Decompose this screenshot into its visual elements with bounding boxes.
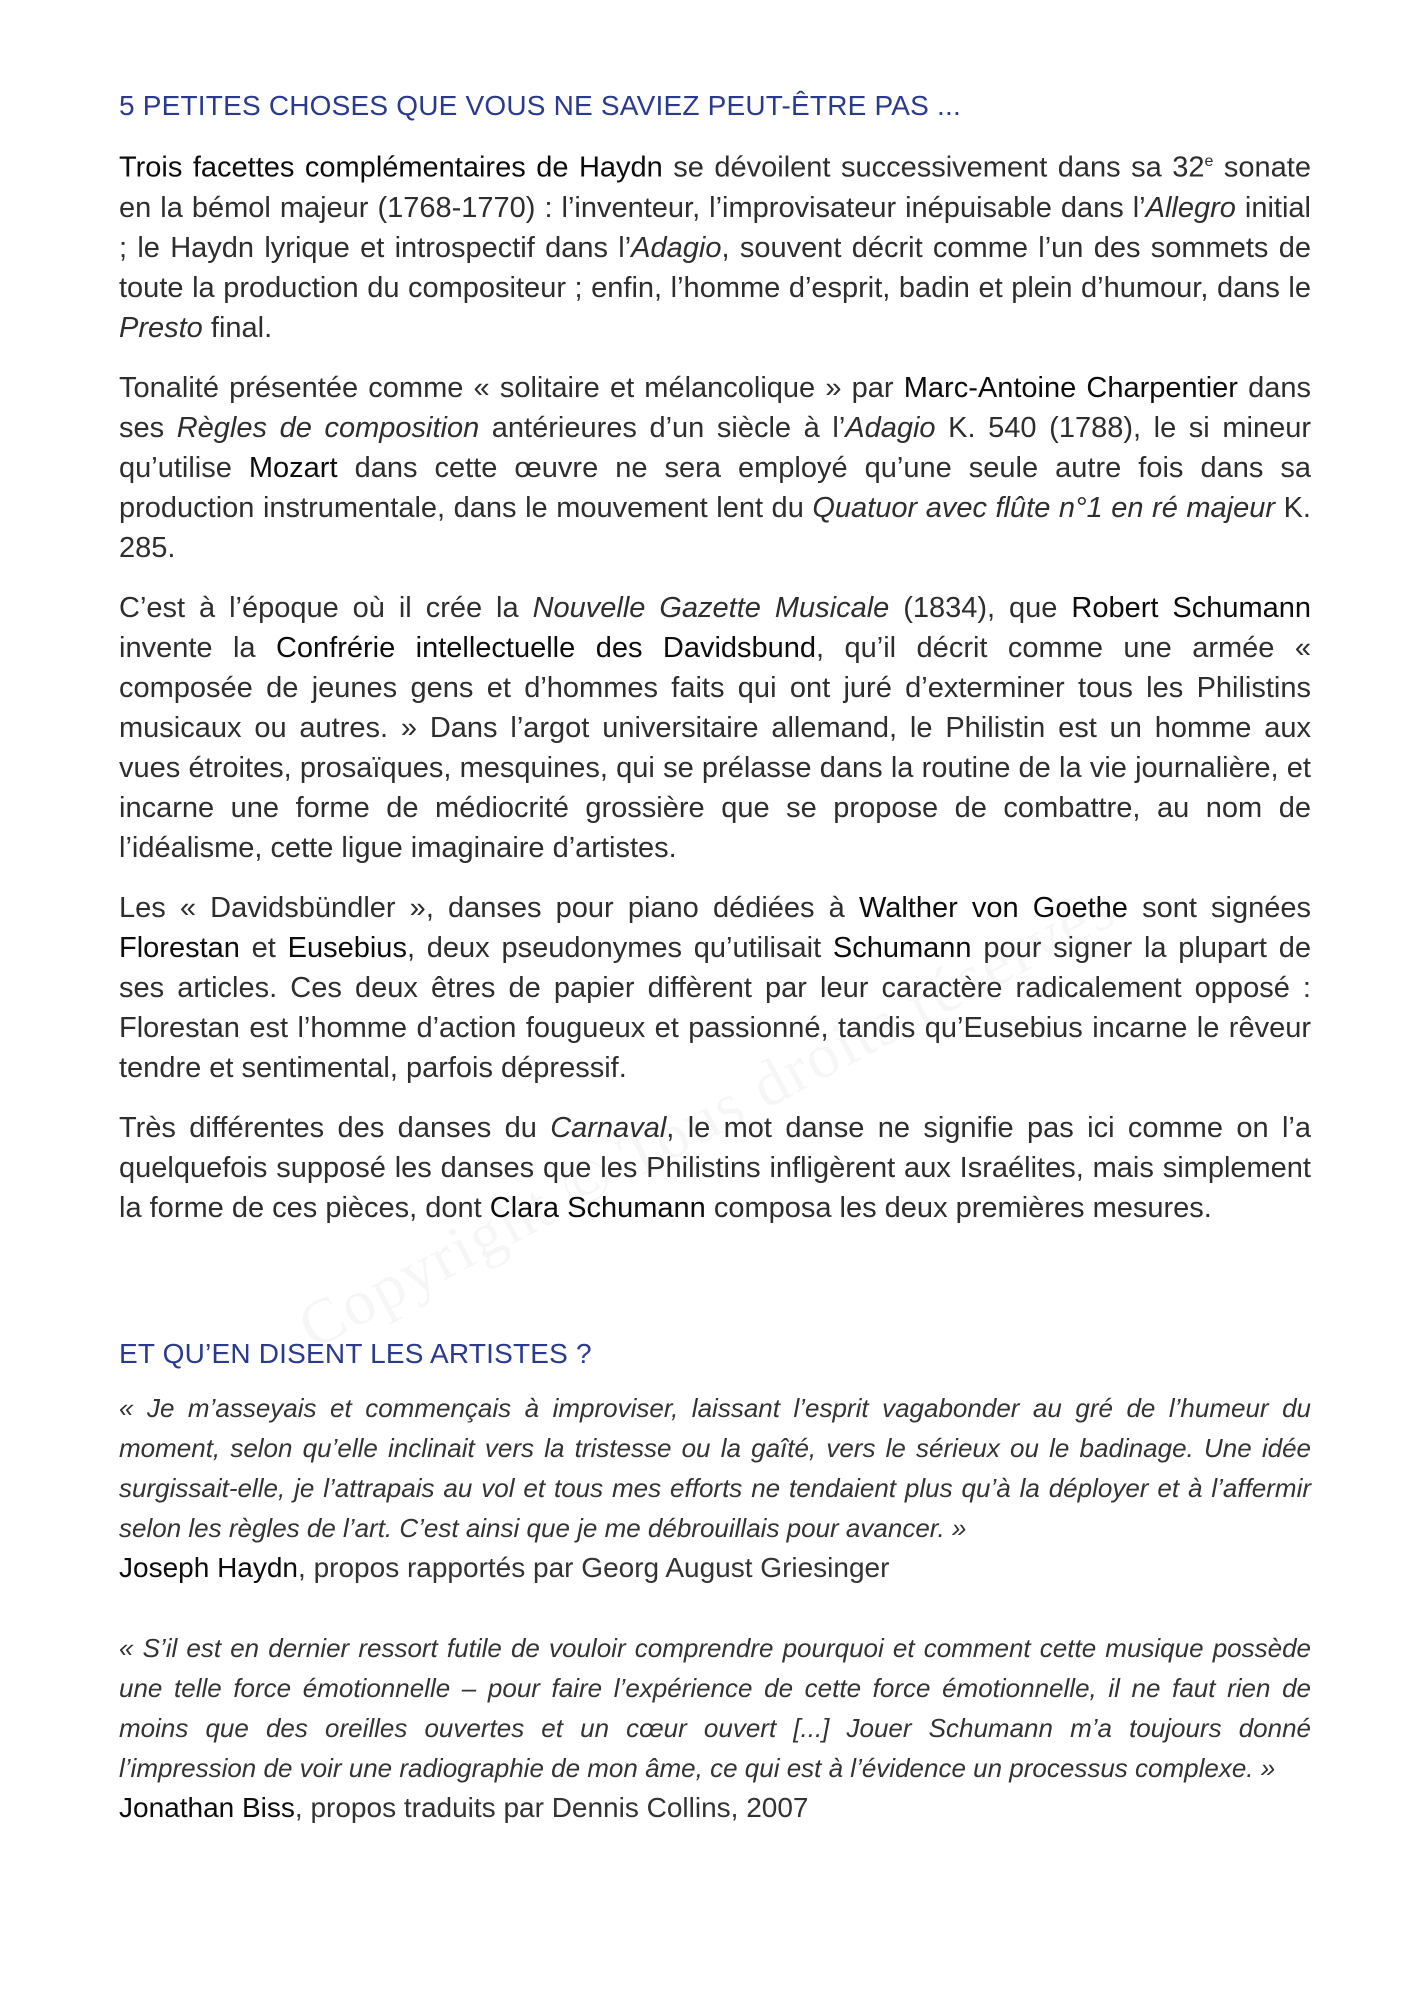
text: pour signer la plupart de ses articles. Ces deux êtres de papier diffèrent par leur caractère radicalement opposé : Florestan est l’homme d’action fougueux et passionné, tandis qu’Eusebius incarne le rêveur tendre et sentimental, parfois dépressif. (119, 931, 1311, 1084)
text: sonate en la bémol majeur (1768-1770) : l’inventeur, l’improvisateur inépuisable dans l’ (119, 151, 1311, 224)
italic-text: Quatuor avec flûte n°1 en ré majeur (812, 491, 1276, 524)
text: Tonalité présentée comme « solitaire et mélancolique » par (119, 371, 904, 404)
paragraph-haydn (119, 142, 1311, 348)
italic-text: Règles de composition (176, 411, 480, 444)
paragraph-mozart (119, 368, 1311, 568)
text: , deux pseudonymes qu’utilisait (406, 931, 833, 964)
text: sont signées (1127, 891, 1328, 924)
text: C’est à l’époque où il crée la (119, 591, 533, 624)
author-name: Joseph Haydn (119, 1552, 299, 1583)
text: , qu’il décrit comme une armée « composée de jeunes gens et d’hommes faits qui ont juré d’exterminer tous les Philistins musicaux ou autres. » Dans l’argot universitaire allemand, le Philistin est un homme aux vues étroites, prosaïques, mesquines, qui se prélasse dans la routine de la vie journalière, et incarne une forme de médiocrité grossière que se propose de combattre, au nom de l’idéalisme, cette ligue imaginaire d’artistes. (119, 631, 1311, 864)
paragraph-davidsbund (119, 588, 1311, 868)
italic-text: Allegro (1145, 191, 1236, 224)
paragraph-davidsbundler (119, 888, 1328, 1088)
text: composa les deux premières mesures. (705, 1191, 1212, 1224)
text: invente la (119, 631, 276, 664)
section-heading-artists: ET QU’EN DISENT LES ARTISTES ? (119, 1338, 592, 1369)
bold-text: Clara Schumann (489, 1191, 706, 1224)
bold-text: Trois facettes complémentaires de Haydn (119, 151, 663, 184)
bold-text: Schumann (832, 931, 972, 964)
text: Très différentes des danses du (119, 1111, 551, 1144)
italic-text: Adagio (631, 231, 722, 264)
text: se dévoilent successivement dans sa 32 (662, 151, 1205, 184)
bold-text: Eusebius (287, 931, 407, 964)
italic-text: Carnaval (550, 1111, 667, 1144)
text: initial ; le Haydn lyrique et introspectif dans l’ (119, 191, 1311, 264)
section-artists (119, 1336, 1311, 1828)
italic-text: Nouvelle Gazette Musicale (532, 591, 890, 624)
section-five-facts (119, 88, 1328, 1248)
text: (1834), que (889, 591, 1072, 624)
superscript: e (1204, 153, 1214, 170)
italic-text: Presto (119, 311, 203, 344)
quote-biss: « S’il est en dernier ressort futile de vouloir comprendre pourquoi et comment cette musique possède une telle force émotionnelle – pour faire l’expérience de cette force émotionnelle, il ne faut rien de moins que des oreilles ouvertes et un cœur ouvert [...] Jouer Schumann m’a toujours donné l’impression de voir une radiographie de mon âme, ce qui est à l’évidence un processus complexe. » (119, 1633, 1311, 1783)
bold-text: Walther von Goethe (858, 891, 1128, 924)
quote-haydn: « Je m’asseyais et commençais à improviser, laissant l’esprit vagabonder au gré de l’humeur du moment, selon qu’elle inclinait vers la tristesse ou la gaîté, vers le sérieux ou le badinage. Une idée surgissait-elle, je l’attrapais au vol et tous mes efforts ne tendaient plus qu’à la déployer et à l’affermir selon les règles de l’art. C’est ainsi que je me débrouillais pour avancer. » (119, 1393, 1311, 1543)
text: dans ses (119, 371, 1311, 444)
attribution-biss (119, 1788, 1311, 1828)
paragraph-carnaval (119, 1108, 1311, 1228)
text: Les « Davidsbündler », danses pour piano dédiées à (119, 891, 859, 924)
text: K. 285. (119, 491, 1311, 564)
bold-text: Florestan (119, 931, 240, 964)
text: , souvent décrit comme l’un des sommets de toute la production du compositeur ; enfin, l’homme d’esprit, badin et plein d’humour, dans le (119, 231, 1311, 304)
text: antérieures d’un siècle à l’ (479, 411, 846, 444)
text: et (239, 931, 288, 964)
text: final. (202, 311, 273, 344)
spacer (119, 1588, 1311, 1628)
bold-text: Robert Schumann (1071, 591, 1311, 624)
bold-text: Marc-Antoine Charpentier (903, 371, 1238, 404)
author-name: Jonathan Biss (119, 1792, 295, 1823)
italic-text: Adagio (845, 411, 936, 444)
attribution-text: , propos traduits par Dennis Collins, 2007 (294, 1792, 809, 1823)
section-heading-five-facts: 5 PETITES CHOSES QUE VOUS NE SAVIEZ PEUT-ÊTRE PAS ... (119, 90, 961, 121)
text: dans cette œuvre ne sera employé qu’une seule autre fois dans sa production instrumentale, dans le mouvement lent du (119, 451, 1311, 524)
bold-text: Mozart (248, 451, 338, 484)
attribution-haydn (119, 1548, 1311, 1588)
text: K. 540 (1788), le si mineur qu’utilise (119, 411, 1311, 484)
bold-text: Confrérie intellectuelle des Davidsbund (275, 631, 817, 664)
attribution-text: , propos rapportés par Georg August Griesinger (298, 1552, 890, 1583)
text: , le mot danse ne signifie pas ici comme on l’a quelquefois supposé les danses que les Philistins infligèrent aux Israélites, mais simplement la forme de ces pièces, dont (119, 1111, 1311, 1224)
